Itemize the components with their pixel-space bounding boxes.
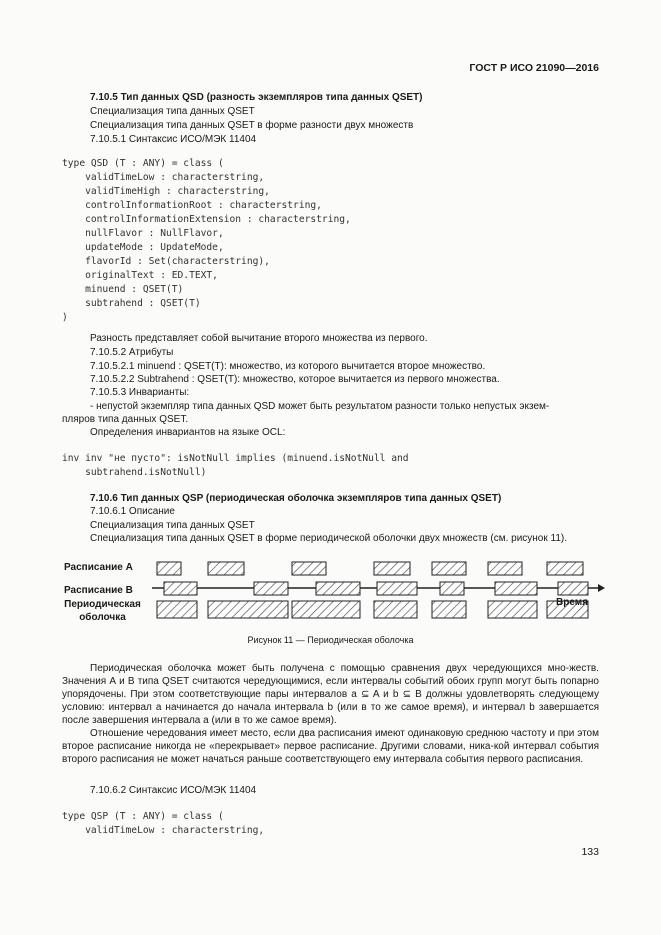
schedule-a-intervals	[157, 562, 583, 575]
code-block-qsd	[62, 157, 351, 325]
label-periodic-hull-1: Периодическая	[64, 599, 141, 610]
code-line: minuend : QSET(T)	[62, 284, 184, 295]
text-line: Специализация типа данных QSET в форме разности двух множеств	[90, 120, 414, 131]
text-line: пляров типа данных QSET.	[62, 414, 189, 425]
code-line: type QSP (T : ANY) = class (	[62, 811, 224, 822]
text-line: 7.10.5.2.2 Subtrahend : QSET(T): множество, которое вычитается из первого множества.	[90, 374, 500, 385]
text-line: Специализация типа данных QSET	[90, 106, 255, 117]
time-arrow-icon	[598, 584, 605, 592]
interval-hull	[208, 601, 288, 618]
code-line: validTimeHigh : characterstring,	[62, 186, 270, 197]
paragraph: Отношение чередования имеет место, если два расписания имеют одинаковую среднюю частоту и при этом второе расписание никогда не «перекрывает» первое расписание. Другими словами, ника-кой интервал события второго расписания не может начаться раньше соответствующего ему интервала события первого расписания.	[62, 728, 599, 765]
label-periodic-hull-2: оболочка	[79, 612, 126, 623]
code-line: updateMode : UpdateMode,	[62, 242, 224, 253]
interval-hull	[488, 601, 537, 618]
code-line: flavorId : Set(characterstring),	[62, 256, 270, 267]
schedule-b-intervals	[152, 582, 605, 595]
code-block-qsp	[62, 810, 264, 838]
interval-hull	[157, 601, 197, 618]
text-line: 7.10.6.1 Описание	[90, 506, 175, 517]
interval-b	[377, 582, 417, 595]
paragraph-block	[62, 662, 599, 766]
periodic-hull-figure	[150, 555, 605, 630]
code-line: validTimeLow : characterstring,	[62, 172, 265, 183]
code-line: validTimeLow : characterstring,	[62, 825, 265, 836]
interval-a	[432, 562, 466, 575]
interval-b	[254, 582, 288, 595]
interval-b	[440, 582, 464, 595]
text-line: 7.10.6.2 Синтаксис ИСО/МЭК 11404	[90, 785, 257, 796]
interval-hull	[374, 601, 417, 618]
paragraph: Периодическая оболочка может быть получена с помощью сравнения двух чередующихся мно-жеств. Значения А и В типа QSET считаются чередующимися, если интервалы событий обоих групп могут быть попарно упорядочены. При этом соответствующие пары интервалов a ⊆ A и b ⊆ B должны удовлетворять следующему условию: интервал a начинается до начала интервала b (или в то же самое время), и интервал b завершается после завершения интервала a (или в то же самое время).	[62, 663, 599, 726]
label-time: Время	[556, 597, 588, 608]
label-schedule-a: Расписание А	[64, 562, 133, 573]
code-line: originalText : ED.TEXT,	[62, 270, 218, 281]
text-line: Разность представляет собой вычитание второго множества из первого.	[90, 333, 428, 344]
code-line: subtrahend : QSET(T)	[62, 298, 201, 309]
interval-a	[374, 562, 410, 575]
text-line: Определения инвариантов на языке OCL:	[90, 427, 286, 438]
document-header: ГОСТ Р ИСО 21090—2016	[469, 62, 599, 74]
code-block-ocl	[62, 452, 409, 480]
code-line: controlInformationRoot : characterstring,	[62, 200, 322, 211]
text-line: 7.10.5.2 Атрибуты	[90, 347, 174, 358]
interval-b	[316, 582, 360, 595]
periodic-hull-intervals	[157, 601, 588, 618]
interval-b	[558, 582, 588, 595]
interval-hull	[432, 601, 466, 618]
section-heading-qsp: 7.10.6 Тип данных QSP (периодическая оболочка экземпляров типа данных QSET)	[90, 493, 502, 504]
interval-a	[292, 562, 326, 575]
interval-a	[208, 562, 244, 575]
label-schedule-b: Расписание В	[64, 585, 133, 596]
page-number: 133	[581, 846, 599, 858]
text-line: 7.10.5.1 Синтаксис ИСО/МЭК 11404	[90, 134, 257, 145]
text-line: Специализация типа данных QSET	[90, 520, 255, 531]
text-line: - непустой экземпляр типа данных QSD может быть результатом разности только непустых экзем-	[90, 401, 550, 412]
code-line: controlInformationExtension : characterstring,	[62, 214, 351, 225]
interval-a	[547, 562, 583, 575]
code-line: nullFlavor : NullFlavor,	[62, 228, 224, 239]
interval-hull	[292, 601, 360, 618]
text-line: Специализация типа данных QSET в форме периодической оболочки двух множеств (см. рисунок 11).	[90, 533, 568, 544]
text-line: 7.10.5.3 Инварианты:	[90, 387, 190, 398]
section-heading-qsd: 7.10.5 Тип данных QSD (разность экземпляров типа данных QSET)	[90, 92, 423, 103]
code-line: subtrahend.isNotNull)	[62, 467, 207, 478]
code-line: )	[62, 312, 68, 323]
interval-a	[157, 562, 181, 575]
interval-b	[495, 582, 537, 595]
interval-a	[488, 562, 522, 575]
interval-b	[164, 582, 197, 595]
code-line: inv inv "не пусто": isNotNull implies (minuend.isNotNull and	[62, 453, 409, 464]
code-line: type QSD (T : ANY) = class (	[62, 158, 224, 169]
text-line: 7.10.5.2.1 minuend : QSET(T): множество, из которого вычитается второе множество.	[90, 361, 486, 372]
figure-caption: Рисунок 11 — Периодическая оболочка	[247, 635, 414, 645]
